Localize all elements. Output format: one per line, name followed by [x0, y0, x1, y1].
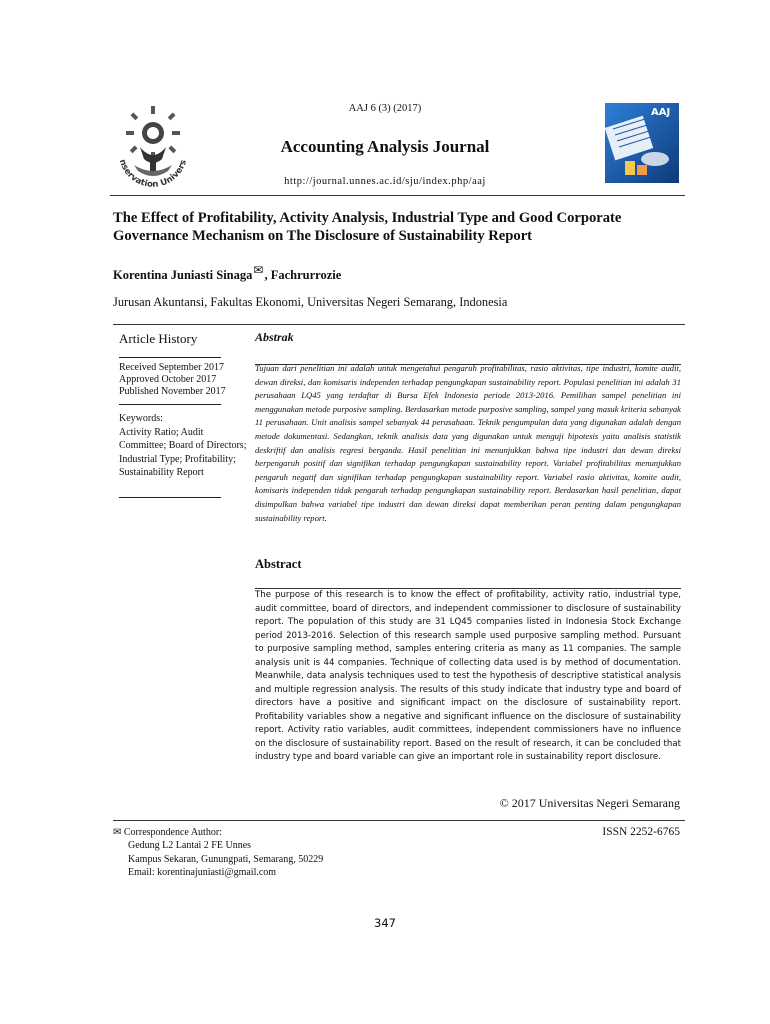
address-line: Gedung L2 Lantai 2 FE Unnes: [128, 840, 252, 852]
correspondence-label: Correspondence Author:: [123, 827, 222, 838]
envelope-icon: ✉: [113, 827, 124, 838]
approved-date: Approved October 2017: [119, 374, 217, 385]
envelope-icon: ✉: [253, 263, 264, 277]
author-name: Korentina Juniasti Sinaga: [113, 268, 253, 283]
page-number: 347: [374, 916, 396, 930]
footer-divider: [113, 820, 685, 821]
article-history-title: Article History: [119, 331, 198, 346]
abstract-title: Abstract: [255, 557, 302, 571]
divider: [119, 357, 221, 358]
journal-url[interactable]: http://journal.unnes.ac.id/sju/index.php/aaj: [284, 176, 486, 187]
keywords-list: Activity Ratio; Audit Committee; Board of Directors; Industrial Type; Profitability; Sustainability Report: [119, 426, 247, 479]
issn: ISSN 2252-6765: [602, 826, 680, 838]
address-line: Kampus Sekaran, Gunungpati, Semarang, 50229: [128, 853, 324, 865]
article-title: The Effect of Profitability, Activity Analysis, Industrial Type and Good Corporate Governance Mechanism on The Disclosure of Sustainability Report: [113, 210, 622, 244]
abstrak-title: Abstrak: [255, 330, 294, 344]
journal-title: Accounting Analysis Journal: [280, 137, 490, 156]
published-date: Published November 2017: [119, 386, 226, 397]
abstrak-text: Tujuan dari penelitian ini adalah untuk mengetahui pengaruh profitabilitas, rasio aktivitas, tipe industri, komite audit, dewan direksi, dan komisaris independen terhadap pengungkapan sustainability report. Populasi penelitian ini adalah 31 perusahaan LQ45 yang terdaftar di Bursa Efek Indonesia periode 2013-2016. Pemilihan sampel penelitian ini menggunakan metode purposive sampling. Berdasarkan metode purposive sampling, sampel yang masuk kriteria sebanyak 11 perusahaan. Unit analisis sampel sebanyak 44 perusahaan. Teknik pengumpulan data yang digunakan adalah dengan metode dokumentasi. Sedangkan, teknik analisis data yang digunakan untuk menguji hipotesis yaitu analisis statistik deskriftif dan analisis regresi berganda. Hasil penelitian ini menunjukkan bahwa tipe industri dan dewan direksi berpengaruh positif dan signifikan terhadap pengungkapan sustainability report. Variabel profitabilitas menunjukkan pengaruh negatif dan signifikan terhadap pengungkapan sustainability report. Variabel rasio aktivitas, komite audit, komisaris independen tidak pengaruh terhadap pengungkapan sustainability report. Berdasarkan hasil penelitian, dapat disimpulkan bahwa variabel tipe industri dan dewan direksi dapat memberikan peran penting dalam pengungkapan sustainability report.: [255, 363, 681, 523]
email-line[interactable]: Email: korentinajuniasti@gmail.com: [128, 866, 277, 878]
svg-text:Conservation University: nservation Univers: [116, 158, 190, 190]
copyright: © 2017 Universitas Negeri Semarang: [499, 796, 680, 810]
divider: [119, 404, 221, 405]
author-list: [113, 263, 341, 283]
divider: [119, 497, 221, 498]
received-date: Received September 2017: [119, 362, 224, 373]
correspondence-block: [113, 826, 323, 879]
section-divider: [113, 324, 685, 325]
author-name: , Fachrurrozie: [264, 268, 342, 283]
header-divider: [110, 195, 685, 196]
journal-cover-logo-text: AAJ: [651, 107, 671, 118]
keywords-block: [119, 412, 249, 480]
abstract-text: The purpose of this research is to know the effect of profitability, activity ratio, industrial type, audit committee, board of directors, and independent commissioner to disclosure of sustainability report. The population of this study are 31 LQ45 companies listed in Indonesia Stock Exchange period 2013-2016. Selection of this research sample used purposive sampling method. Pursuant to purposive sampling method, samples entering criteria as many as 11 companies. The sample analysis unit is 44 companies. Technique of collecting data used is by method of documentation. Meanwhile, data analysis techniques used to test the hypothesis of descriptive statistical analysis and multiple regression analysis. The results of this study indicate that industry type and board of directors have a positive and significant impact on the disclosure of sustainability report. Profitability variables show a negative and significant influence on the disclosure of sustainability report. Activity ratio variables, audit committees, independent commissioners have no influence on the disclosure of sustainability report. Based on the result of research, it can be concluded that industry type and board variable can give an important role in sustainability report disclosure.: [255, 590, 681, 762]
journal-volume: AAJ 6 (3) (2017): [348, 103, 422, 114]
keywords-label: Keywords:: [119, 413, 163, 424]
article-history-dates: [119, 362, 226, 398]
affiliation: Jurusan Akuntansi, Fakultas Ekonomi, Universitas Negeri Semarang, Indonesia: [113, 295, 508, 309]
